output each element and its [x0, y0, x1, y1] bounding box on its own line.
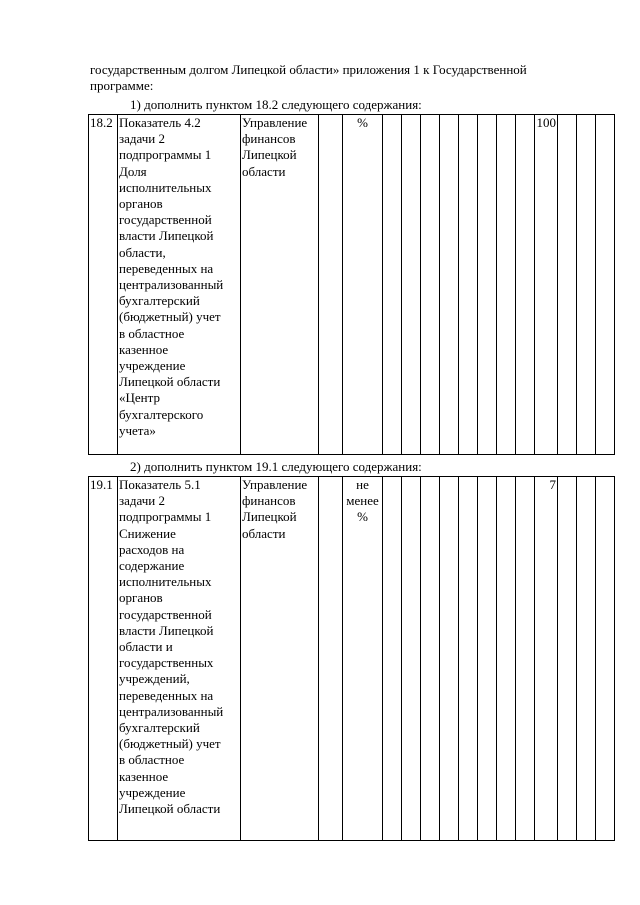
unit: [344, 477, 381, 526]
text-line: учреждение: [119, 784, 186, 800]
text-line: Липецкой области: [119, 801, 221, 817]
text-line: Липецкой: [242, 509, 297, 525]
responsible-executor: [242, 477, 317, 542]
text-line: учета»: [119, 422, 156, 438]
item2-row: [89, 477, 615, 841]
text-line: (бюджетный) учет: [119, 736, 221, 752]
text-line: задачи 2: [119, 131, 166, 147]
text-line: государственной: [119, 606, 212, 622]
row-number: 18.2: [89, 115, 118, 455]
text-line: государственных: [119, 655, 214, 671]
text-line: бухгалтерский: [119, 293, 200, 309]
empty-cell: [596, 115, 615, 455]
text-line: в областное: [119, 752, 185, 768]
text-line: (бюджетный) учет: [119, 309, 221, 325]
text-line: учреждение: [119, 358, 186, 374]
empty-cell: [478, 477, 497, 841]
text-line: «Центр: [119, 390, 160, 406]
unit-cell: [343, 115, 383, 455]
unit-cell: [343, 477, 383, 841]
text-line: власти Липецкой: [119, 228, 214, 244]
empty-cell: [497, 477, 516, 841]
responsible-executor: [242, 115, 317, 180]
text-line: области и: [119, 639, 173, 655]
text-line: власти Липецкой: [119, 622, 214, 638]
text-line: менее: [346, 493, 379, 509]
text-line: учреждений,: [119, 671, 190, 687]
text-line: %: [357, 115, 368, 130]
empty-cell: [577, 115, 596, 455]
empty-cell: [516, 115, 535, 455]
intro-line-1: государственным долгом Липецкой области» приложения 1 к Государственной: [90, 62, 527, 77]
item1-table: [88, 114, 615, 455]
empty-cell: [319, 477, 343, 841]
empty-cell: [516, 477, 535, 841]
empty-cell: [421, 115, 440, 455]
text-line: подпрограммы 1: [119, 147, 212, 163]
text-line: переведенных на: [119, 260, 214, 276]
text-line: централизованный: [119, 703, 224, 719]
empty-cell: [596, 477, 615, 841]
text-line: Показатель 4.2: [119, 115, 201, 130]
text-line: в областное: [119, 325, 185, 341]
text-line: органов: [119, 590, 163, 606]
text-line: Управление: [242, 115, 308, 130]
empty-cell: [459, 477, 478, 841]
empty-cell: [319, 115, 343, 455]
item2-table: [88, 476, 615, 841]
text-line: Доля: [119, 163, 147, 179]
empty-cell: [478, 115, 497, 455]
text-line: исполнительных: [119, 574, 212, 590]
target-value: 7: [535, 477, 558, 841]
text-line: казенное: [119, 768, 169, 784]
text-line: казенное: [119, 341, 169, 357]
text-line: Управление: [242, 477, 308, 492]
row-number: 19.1: [89, 477, 118, 841]
empty-cell: [402, 477, 421, 841]
text-line: задачи 2: [119, 493, 166, 509]
text-line: области,: [119, 244, 166, 260]
empty-cell: [459, 115, 478, 455]
text-line: централизованный: [119, 277, 224, 293]
text-line: области: [242, 163, 286, 179]
empty-cell: [402, 115, 421, 455]
responsible-cell: [241, 477, 319, 841]
indicator-name-cell: [118, 477, 241, 841]
text-line: переведенных на: [119, 687, 214, 703]
text-line: подпрограммы 1: [119, 509, 212, 525]
target-value: 100: [535, 115, 558, 455]
text-line: области: [242, 525, 286, 541]
indicator-name: [119, 477, 239, 817]
item1-heading: 1) дополнить пунктом 18.2 следующего содержания:: [130, 97, 422, 112]
text-line: Липецкой области: [119, 374, 221, 390]
text-line: Липецкой: [242, 147, 297, 163]
text-line: бухгалтерский: [119, 720, 200, 736]
empty-cell: [440, 115, 459, 455]
unit: [344, 115, 381, 131]
text-line: финансов: [242, 131, 296, 147]
empty-cell: [440, 477, 459, 841]
empty-cell: [383, 115, 402, 455]
text-line: Показатель 5.1: [119, 477, 201, 492]
item2-heading: 2) дополнить пунктом 19.1 следующего содержания:: [130, 459, 422, 474]
intro-line-2: программе:: [90, 78, 154, 93]
item1-row: [89, 115, 615, 455]
text-line: Снижение: [119, 525, 176, 541]
text-line: бухгалтерского: [119, 406, 204, 422]
empty-cell: [383, 477, 402, 841]
indicator-name-cell: [118, 115, 241, 455]
empty-cell: [558, 115, 577, 455]
text-line: государственной: [119, 212, 212, 228]
text-line: финансов: [242, 493, 296, 509]
empty-cell: [577, 477, 596, 841]
text-line: расходов на: [119, 541, 185, 557]
text-line: %: [357, 509, 368, 525]
empty-cell: [421, 477, 440, 841]
indicator-name: [119, 115, 239, 439]
text-line: не: [356, 477, 369, 492]
empty-cell: [558, 477, 577, 841]
responsible-cell: [241, 115, 319, 455]
text-line: содержание: [119, 558, 185, 574]
text-line: исполнительных: [119, 179, 212, 195]
text-line: органов: [119, 196, 163, 212]
empty-cell: [497, 115, 516, 455]
